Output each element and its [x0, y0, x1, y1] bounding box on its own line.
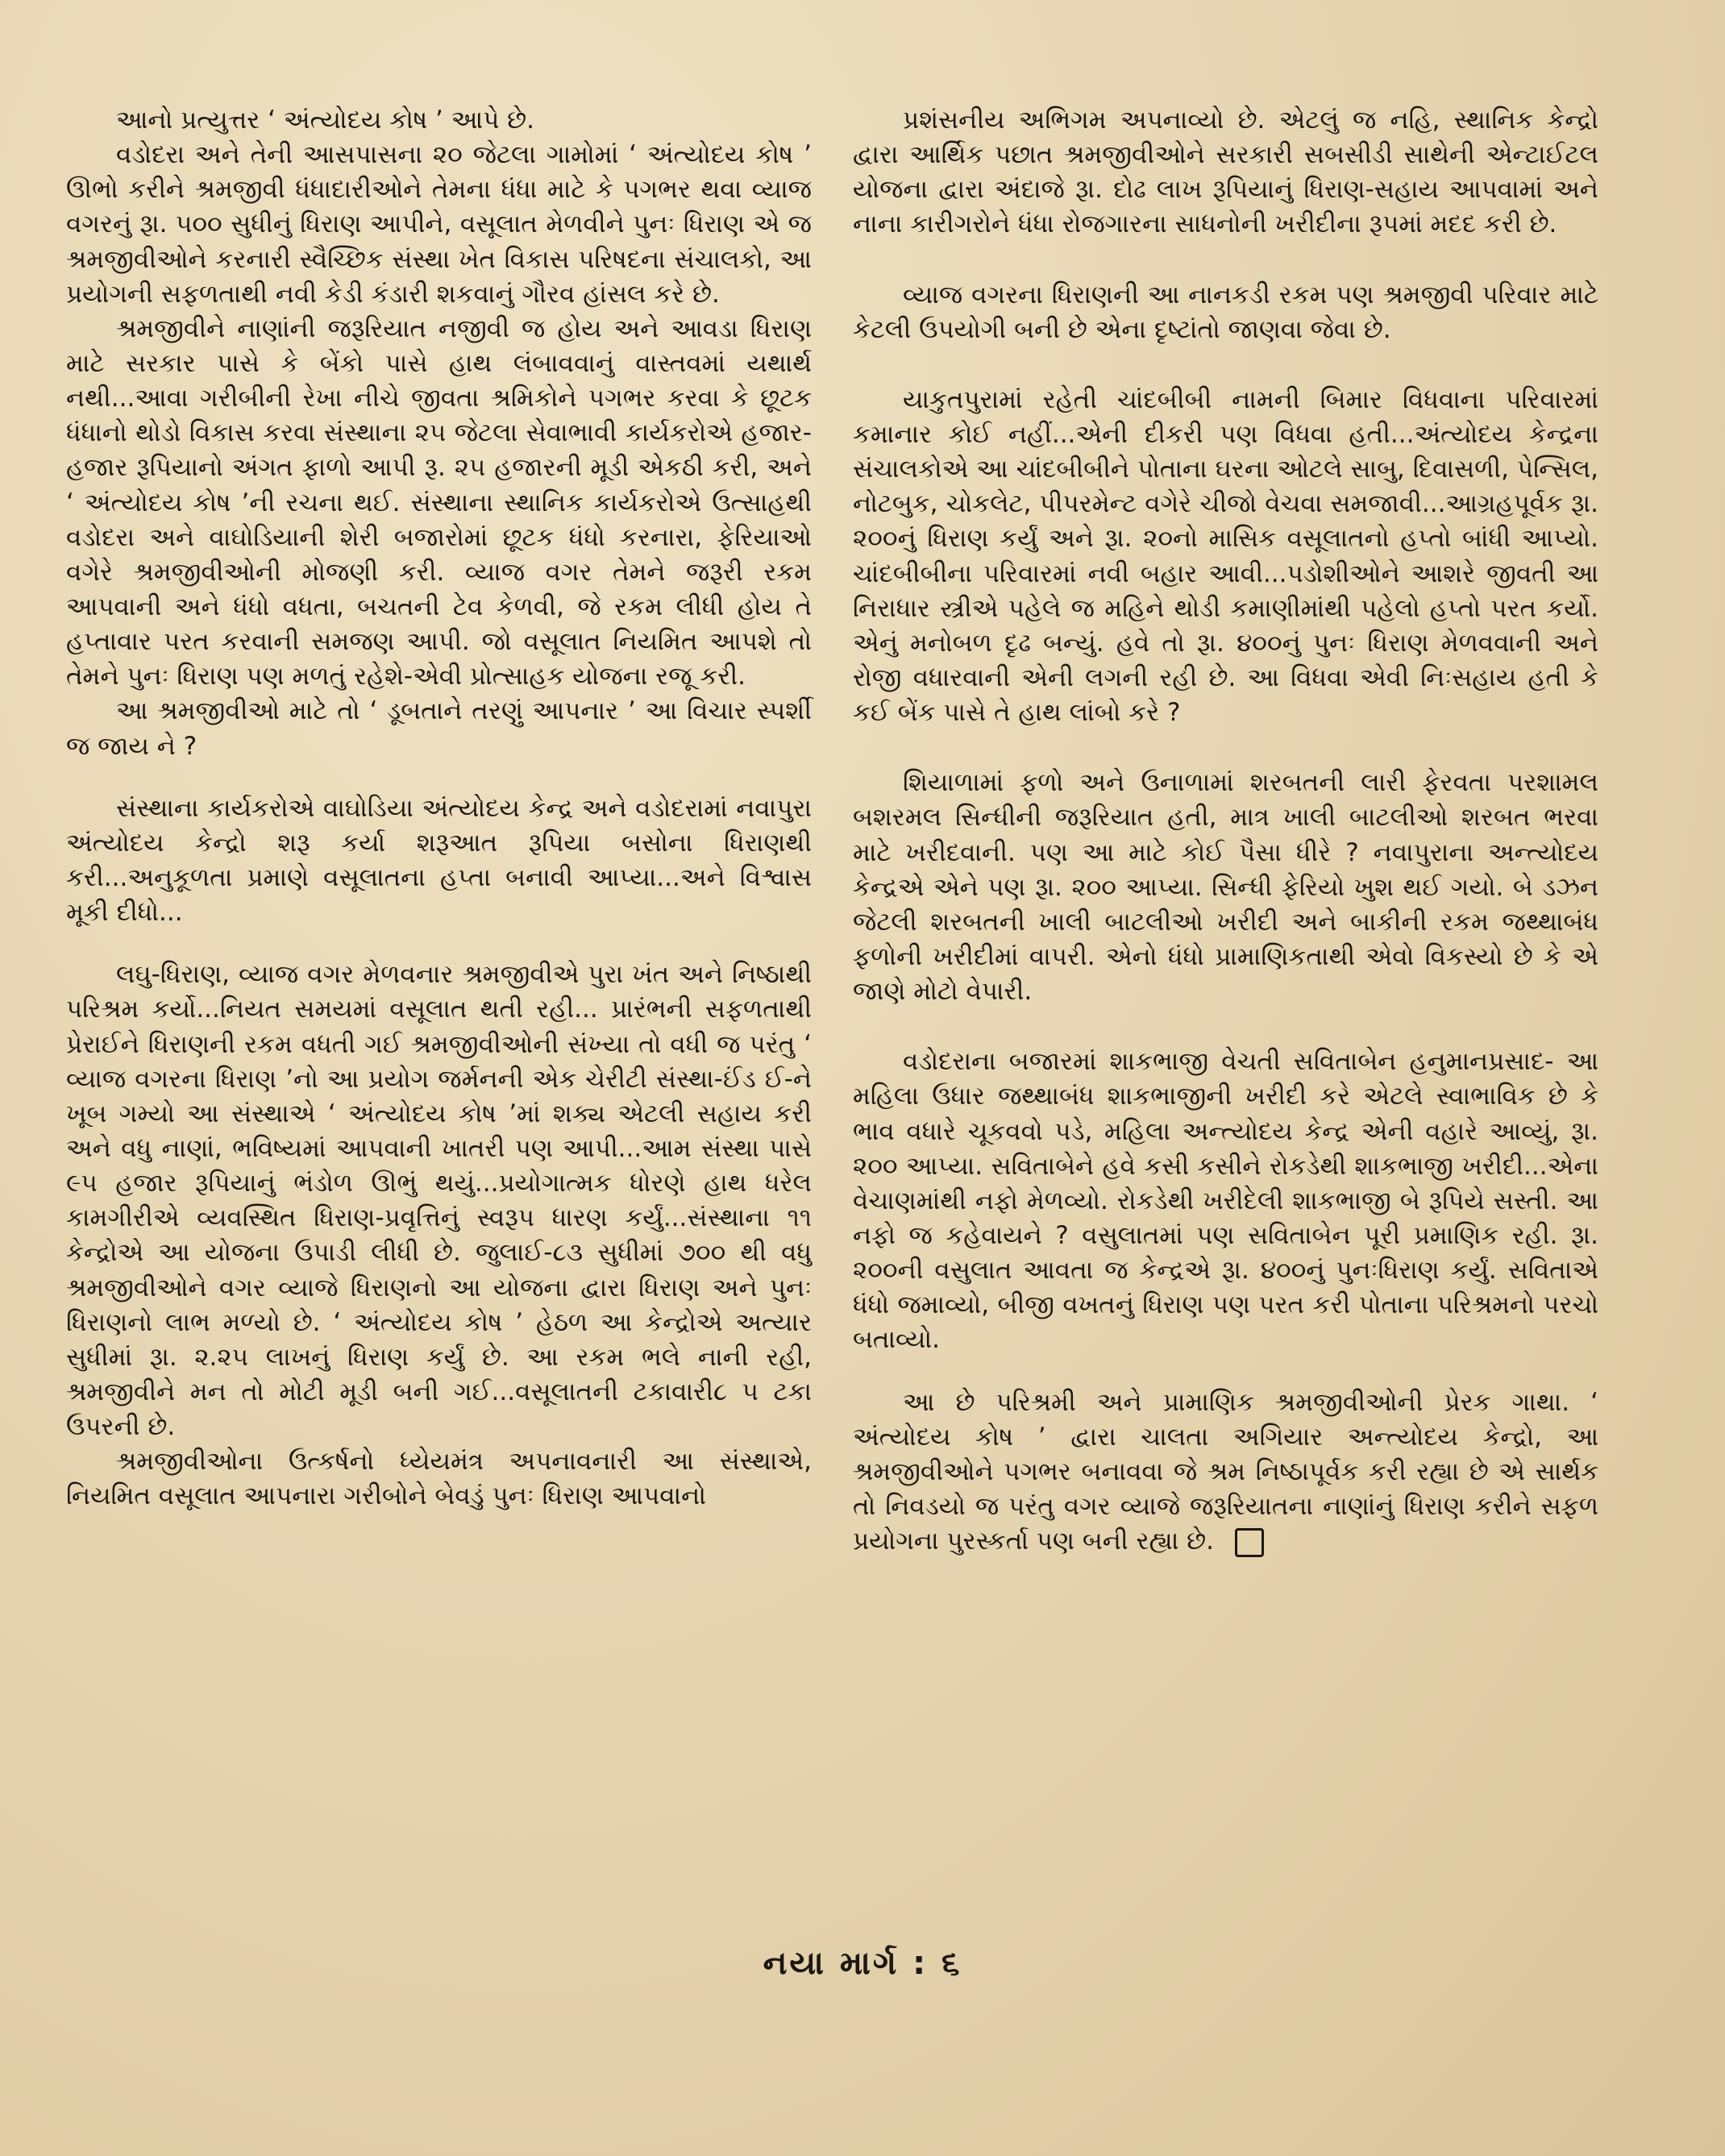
- paragraph: આનો પ્રત્યુત્તર ‘ અંત્યોદય કોષ ’ આપે છે.: [116, 106, 534, 135]
- paragraph: વડોદરા અને તેની આસપાસના ૨૦ જેટલા ગામોમાં ‘ અંત્યોદય કોષ ’ ઊભો કરીને શ્રમજીવી ધંધાદારીઓને તેમના ધંધા માટે કે પગભર થવા વ્યાજ વગરનું રૂા. ૫૦૦ સુધીનું ધિરાણ આપીને, વસૂલાત મેળવીને પુનઃ ધિરાણ એ જ શ્રમજીવીઓને કરનારી સ્વૈચ્છિક સંસ્થા ખેત વિકાસ પરિષદના સંચાલકો, આ પ્રયોગની સફળતાથી નવી કેડી કંડારી શકવાનું ગૌરવ હાંસલ કરે છે.: [66, 140, 812, 309]
- page-footer: [0, 1945, 1725, 1982]
- paragraph: શ્રમજીવીઓના ઉત્કર્ષનો ધ્યેયમંત્ર અપનાવનારી આ સંસ્થાએ, નિયમિત વસૂલાત આપનારા ગરીબોને બેવડું પુનઃ ધિરાણ આપવાનો: [66, 1447, 812, 1511]
- paragraph: સંસ્થાના કાર્યકરોએ વાઘોડિયા અંત્યોદય કેન્દ્ર અને વડોદરામાં નવાપુરા અંત્યોદય કેન્દ્રો શરૂ કર્યા શરૂઆત રૂપિયા બસોના ધિરાણથી કરી...અનુકૂળતા પ્રમાણે વસૂલાતના હપ્તા બનાવી આપ્યા...અને વિશ્વાસ મૂકી દીધો...: [66, 793, 812, 928]
- right-column: [853, 103, 1598, 1559]
- paragraph: વ્યાજ વગરના ધિરાણની આ નાનકડી રકમ પણ શ્રમજીવી પરિવાર માટે કેટલી ઉપયોગી બની છે એના દૃષ્ટાંતો જાણવા જેવા છે.: [853, 280, 1598, 344]
- magazine-name: નયા માર્ગ: [763, 1945, 900, 1982]
- left-column: [66, 103, 812, 1514]
- paragraph: પ્રશંસનીય અભિગમ અપનાવ્યો છે. એટલું જ નહિ, સ્થાનિક કેન્દ્રો દ્વારા આર્થિક પછાત શ્રમજીવીઓને સરકારી સબસીડી સાથેની એન્ટાઈટલ યોજના દ્વારા અંદાજે રૂા. દોઢ લાખ રૂપિયાનું ધિરાણ-સહાય આપવામાં અને નાના કારીગરોને ધંધા રોજગારના સાધનોની ખરીદીના રૂપમાં મદદ કરી છે.: [853, 106, 1598, 239]
- paragraph: શ્રમજીવીને નાણાંની જરૂરિયાત નજીવી જ હોય અને આવડા ધિરાણ માટે સરકાર પાસે કે બેંકો પાસે હાથ લંબાવવાનું વાસ્તવમાં યથાર્થ નથી...આવા ગરીબીની રેખા નીચે જીવતા શ્રમિકોને પગભર કરવા કે છૂટક ધંધાનો થોડો વિકાસ કરવા સંસ્થાના ૨૫ જેટલા સેવાભાવી કાર્યકરોએ હજાર-હજાર રૂપિયાનો અંગત ફાળો આપી રૂ. ૨૫ હજારની મૂડી એકઠી કરી, અને ‘ અંત્યોદય કોષ ’ની રચના થઈ. સંસ્થાના સ્થાનિક કાર્યકરોએ ઉત્સાહથી વડોદરા અને વાઘોડિયાની શેરી બજારોમાં છૂટક ધંધો કરનારા, ફેરિયાઓ વગેરે શ્રમજીવીઓની મોજણી કરી. વ્યાજ વગર તેમને જરૂરી રકમ આપવાની અને ધંધો વધતા, બચતની ટેવ કેળવી, જે રકમ લીધી હોય તે હપ્તાવાર પરત કરવાની સમજણ આપી. જો વસૂલાત નિયમિત આપશે તો તેમને પુનઃ ધિરાણ પણ મળતું રહેશે-એવી પ્રોત્સાહક યોજના રજૂ કરી.: [66, 314, 812, 692]
- paragraph: વડોદરાના બજારમાં શાકભાજી વેચતી સવિતાબેન હનુમાનપ્રસાદ- આ મહિલા ઉધાર જથ્થાબંધ શાકભાજીની ખરીદી કરે એટલે સ્વાભાવિક છે કે ભાવ વધારે ચૂકવવો પડે, મહિલા અન્ત્યોદય કેન્દ્ર એની વહારે આવ્યું, રૂા. ૨૦૦ આપ્યા. સવિતાબેને હવે કસી કસીને રોકડેથી શાકભાજી ખરીદી...એના વેચાણમાંથી નફો મેળવ્યો. રોકડેથી ખરીદેલી શાકભાજી બે રૂપિયે સસ્તી. આ નફો જ કહેવાયને ? વસુલાતમાં પણ સવિતાબેન પૂરી પ્રમાણિક રહી. રૂા. ૨૦૦ની વસુલાત આવતા જ કેન્દ્રએ રૂા. ૪૦૦નું પુનઃધિરાણ કર્યું. સવિતાએ ધંધો જમાવ્યો, બીજી વખતનું ધિરાણ પણ પરત કરી પોતાના પરિશ્રમનો પરચો બતાવ્યો.: [853, 1047, 1598, 1355]
- end-square-icon: [1235, 1528, 1264, 1557]
- footer-separator: :: [912, 1945, 929, 1982]
- paragraph: શિયાળામાં ફળો અને ઉનાળામાં શરબતની લારી ફેરવતા પરશામલ બશરમલ સિન્ધીની જરૂરિયાત હતી, માત્ર ખાલી બાટલીઓ શરબત ભરવા માટે ખરીદવાની. પણ આ માટે કોઈ પૈસા ધીરે ? નવાપુરાના અન્ત્યોદય કેન્દ્રએ એને પણ રૂા. ૨૦૦ આપ્યા. સિન્ધી ફેરિયો ખુશ થઈ ગયો. બે ડઝન જેટલી શરબતની ખાલી બાટલીઓ ખરીદી અને બાકીની રકમ જથ્થાબંધ ફળોની ખરીદીમાં વાપરી. એનો ધંધો પ્રામાણિકતાથી એવો વિકસ્યો છે કે એ જાણે મોટો વેપારી.: [853, 768, 1598, 1007]
- paragraph: યાકુતપુરામાં રહેતી ચાંદબીબી નામની બિમાર વિધવાના પરિવારમાં કમાનાર કોઈ નહીં...એની દીકરી પણ વિધવા હતી...અંત્યોદય કેન્દ્રના સંચાલકોએ આ ચાંદબીબીને પોતાના ઘરના ઓટલે સાબુ, દિવાસળી, પેન્સિલ, નોટબુક, ચોકલેટ, પીપરમેન્ટ વગેરે ચીજો વેચવા સમજાવી...આગ્રહપૂર્વક રૂા. ૨૦૦નું ધિરાણ કર્યું અને રૂા. ૨૦નો માસિક વસૂલાતનો હપ્તો બાંધી આપ્યો. ચાંદબીબીના પરિવારમાં નવી બહાર આવી...પડોશીઓને આશરે જીવતી આ નિરાધાર સ્ત્રીએ પહેલે જ મહિને થોડી કમાણીમાંથી પહેલો હપ્તો પરત કર્યો. એનું મનોબળ દૃઢ બન્યું. હવે તો રૂા. ૪૦૦નું પુનઃ ધિરાણ મેળવવાની અને રોજી વધારવાની એની લગની રહી છે. આ વિધવા એવી નિઃસહાય હતી કે કઈ બેંક પાસે તે હાથ લાંબો કરે ?: [853, 384, 1598, 728]
- paragraph-last: [853, 1385, 1598, 1560]
- paragraph: લઘુ-ધિરાણ, વ્યાજ વગર મેળવનાર શ્રમજીવીએ પુરા ખંત અને નિષ્ઠાથી પરિશ્રમ કર્યો...નિયત સમયમાં વસૂલાત થતી રહી... પ્રારંભની સફળતાથી પ્રેરાઈને ધિરાણની રકમ વધતી ગઈ શ્રમજીવીઓની સંખ્યા તો વધી જ પરંતુ ‘ વ્યાજ વગરના ધિરાણ ’નો આ પ્રયોગ જર્મનની એક ચેરીટી સંસ્થા-ઈંડ ઈ-ને ખૂબ ગમ્યો આ સંસ્થાએ ‘ અંત્યોદય કોષ ’માં શક્ય એટલી સહાય કરી અને વધુ નાણાં, ભવિષ્યમાં આપવાની ખાતરી પણ આપી...આમ સંસ્થા પાસે ૯૫ હજાર રૂપિયાનું ભંડોળ ઊભું થયું...પ્રયોગાત્મક ધોરણે હાથ ધરેલ કામગીરીએ વ્યવસ્થિત ધિરાણ-પ્રવૃત્તિનું સ્વરૂપ ધારણ કર્યું...સંસ્થાના ૧૧ કેન્દ્રોએ આ યોજના ઉપાડી લીધી છે. જુલાઈ-૮૩ સુધીમાં ૭૦૦ થી વધુ શ્રમજીવીઓને વગર વ્યાજે ધિરાણનો આ યોજના દ્વારા ધિરાણ અને પુનઃ ધિરાણનો લાભ મળ્યો છે. ‘ અંત્યોદય કોષ ’ હેઠળ આ કેન્દ્રોએ અત્યાર સુધીમાં રૂા. ૨.૨૫ લાખનું ધિરાણ કર્યું છે. આ રકમ ભલે નાની રહી, શ્રમજીવીને મન તો મોટી મૂડી બની ગઈ...વસૂલાતની ટકાવારી૮ ૫ ટકા ઉપરની છે.: [66, 960, 812, 1442]
- paragraph: આ શ્રમજીવીઓ માટે તો ‘ ડૂબતાને તરણું આપનાર ’ આ વિચાર સ્પર્શી જ જાય ને ?: [66, 696, 812, 761]
- paragraph-text: આ છે પરિશ્રમી અને પ્રામાણિક શ્રમજીવીઓની પ્રેરક ગાથા. ‘ અંત્યોદય કોષ ’ દ્વારા ચાલતા અગિયાર અન્ત્યોદય કેન્દ્રો, આ શ્રમજીવીઓને પગભર બનાવવા જે શ્રમ નિષ્ઠાપૂર્વક કરી રહ્યા છે એ સાર્થક તો નિવડયો જ પરંતુ વગર વ્યાજે જરૂરિયાતના નાણાંનું ધિરાણ કરીને સફળ પ્રયોગના પુરસ્કર્તા પણ બની રહ્યા છે.: [853, 1387, 1598, 1556]
- page-number: ૬: [941, 1945, 962, 1982]
